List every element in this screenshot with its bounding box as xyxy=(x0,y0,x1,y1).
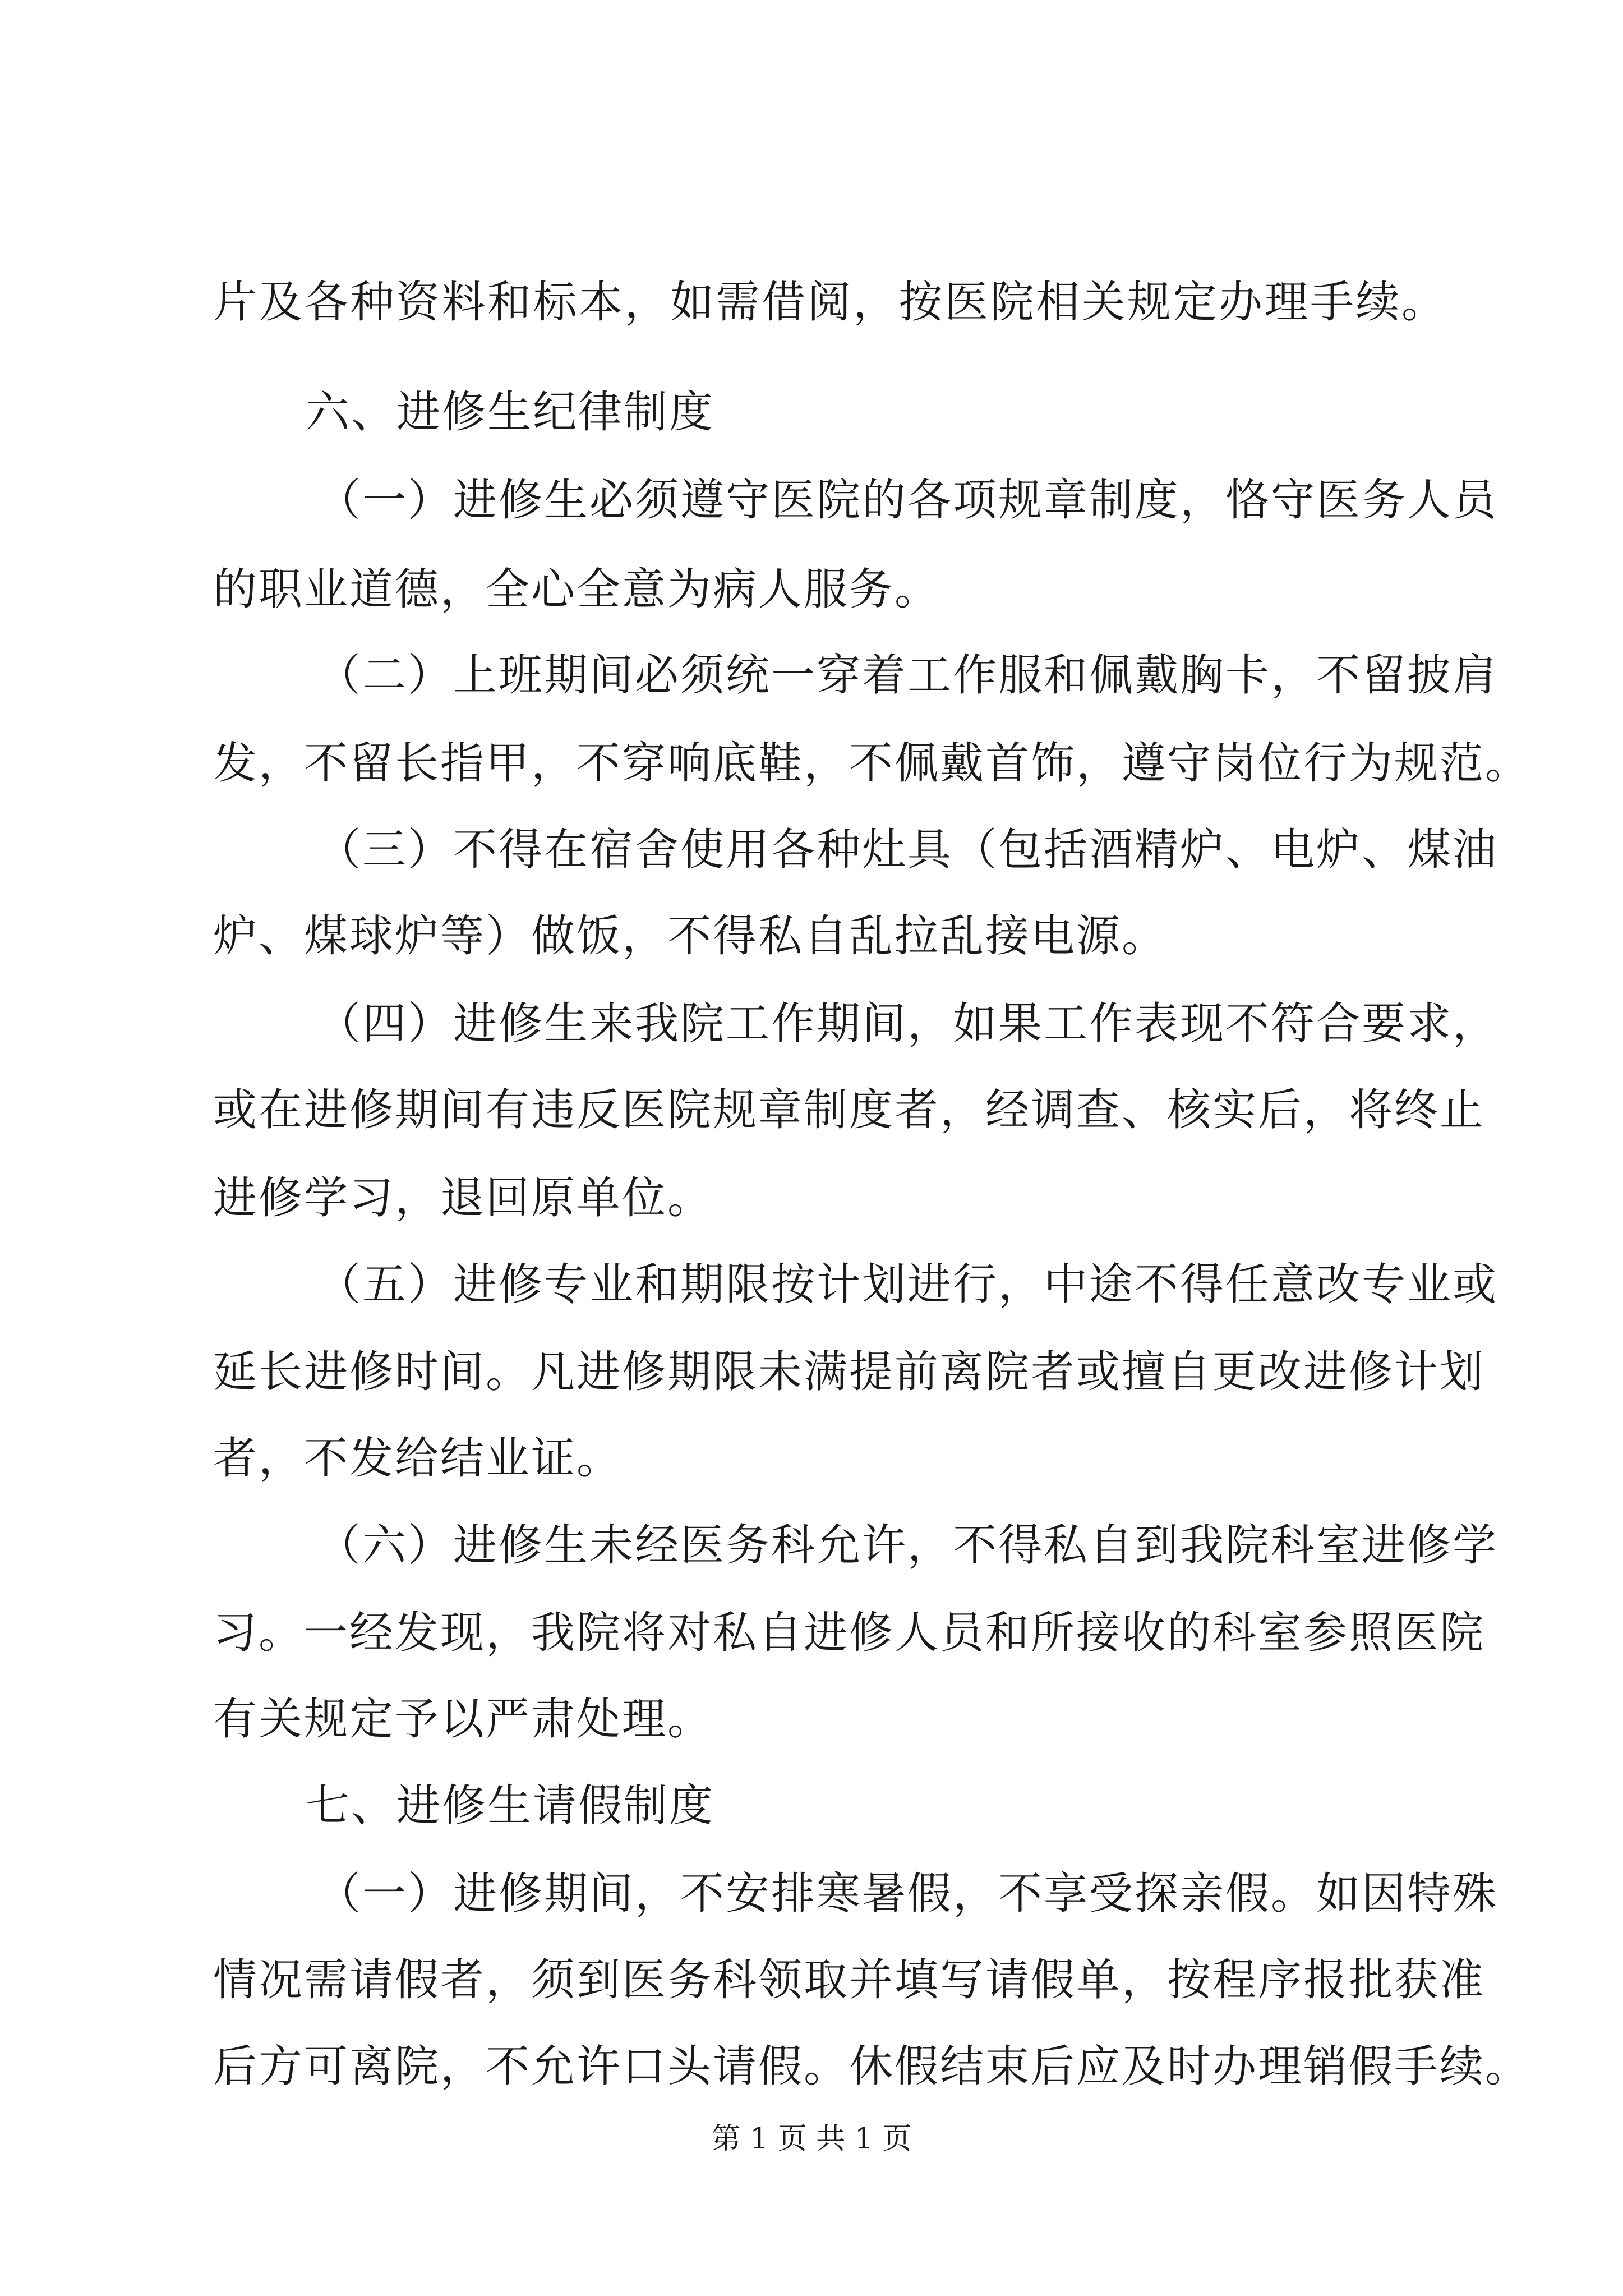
text-line: 后方可离院，不允许口头请假。休假结束后应及时办理销假手续。 xyxy=(213,2041,1531,2092)
text-line: 情况需请假者，须到医务科领取并填写请假单，按程序报批获准 xyxy=(213,1955,1486,2005)
text-line: 者，不发给结业证。 xyxy=(213,1433,623,1484)
text-line: 片及各种资料和标本，如需借阅，按医院相关规定办理手续。 xyxy=(213,277,1447,328)
section-heading: 六、进修生纪律制度 xyxy=(306,387,715,438)
text-line: 的职业道德，全心全意为病人服务。 xyxy=(213,564,940,615)
text-line: （二）上班期间必须统一穿着工作服和佩戴胸卡，不留披肩 xyxy=(317,650,1498,701)
text-line: 炉、煤球炉等）做饭，不得私自乱拉乱接电源。 xyxy=(213,911,1168,961)
text-line: 进修学习，退回原单位。 xyxy=(213,1173,713,1223)
text-line: （三）不得在宿舍使用各种灶具（包括酒精炉、电炉、煤油 xyxy=(317,825,1498,875)
text-line: （一）进修生必须遵守医院的各项规章制度，恪守医务人员 xyxy=(317,475,1498,526)
text-line: 习。一经发现，我院将对私自进修人员和所接收的科室参照医院 xyxy=(213,1608,1486,1658)
text-line: （一）进修期间，不安排寒暑假，不享受探亲假。如因特殊 xyxy=(317,1869,1498,1919)
text-line: （六）进修生未经医务科允许，不得私自到我院科室进修学 xyxy=(317,1520,1498,1571)
page-footer: 第 1 页 共 1 页 xyxy=(711,2122,912,2156)
text-line: 或在进修期间有违反医院规章制度者，经调查、核实后，将终止 xyxy=(213,1085,1486,1135)
text-line: 有关规定予以严肃处理。 xyxy=(213,1694,713,1745)
section-heading: 七、进修生请假制度 xyxy=(306,1780,715,1831)
text-line: 延长进修时间。凡进修期限未满提前离院者或擅自更改进修计划 xyxy=(213,1347,1486,1397)
text-line: （四）进修生来我院工作期间，如果工作表现不符合要求， xyxy=(317,999,1498,1049)
text-line: 发，不留长指甲，不穿响底鞋，不佩戴首饰，遵守岗位行为规范。 xyxy=(213,738,1531,789)
text-line: （五）进修专业和期限按计划进行，中途不得任意改专业或 xyxy=(317,1259,1498,1310)
